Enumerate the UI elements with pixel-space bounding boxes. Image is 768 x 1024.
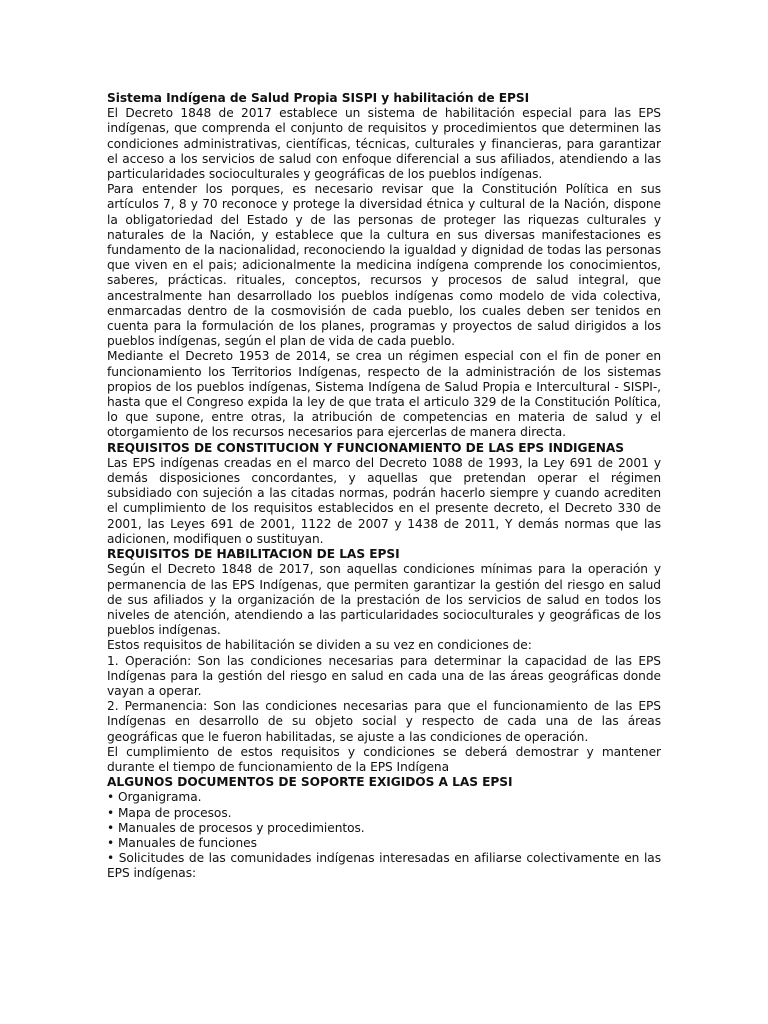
habilitacion-division: Estos requisitos de habilitación se dividen a su vez en condiciones de: <box>107 638 532 653</box>
list-item: • Manuales de procesos y procedimientos. <box>107 820 365 835</box>
document-title: Sistema Indígena de Salud Propia SISPI y habilitación de EPSI <box>107 91 530 105</box>
list-item: • Manuales de funciones <box>107 835 257 850</box>
section-heading-documentos: ALGUNOS DOCUMENTOS DE SOPORTE EXIGIDOS A LAS EPSI <box>107 775 513 790</box>
intro-paragraph-2: Para entender los porques, es necesario revisar que la Constitución Política en sus artículos 7, 8 y 70 reconoce y protege la diversidad étnica y cultural de la Nación, dispone la obligatoriedad del Estado y de las personas de proteger las riquezas culturales y naturales de la Nación, y establece que la cultura en sus diversas manifestaciones es fundamento de la nacionalidad, reconociendo la igualdad y dignidad de todas las personas que viven en el pais; adicionalmente la medicina indígena comprende los conocimientos, saberes, prácticas. rituales, conceptos, recursos y procesos de salud integral, que ancestralmente han desarrollado los pueblos indígenas como modelo de vida colectiva, enmarcadas dentro de la cosmovisión de cada pueblo, los cuales deben ser tenidos en cuenta para la formulación de los planes, programas y proyectos de salud dirigidos a los pueblos indígenas, según el plan de vida de cada pueblo. <box>107 182 661 349</box>
list-item: • Organigrama. <box>107 790 202 805</box>
intro-paragraph-1: El Decreto 1848 de 2017 establece un sistema de habilitación especial para las EPS indígenas, que comprenda el conjunto de requisitos y procedimientos que determinen las condiciones administrativas, científicas, técnicas, culturales y financieras, para garantizar el acceso a los servicios de salud con enfoque diferencial a sus afiliados, atendiendo a las particularidades socioculturales y geográficas de los pueblos indígenas. <box>107 106 661 182</box>
section-body-constitucion: Las EPS indígenas creadas en el marco del Decreto 1088 de 1993, la Ley 691 de 2001 y demás disposiciones concordantes, y aquellas que pretendan operar el régimen subsidiado con sujeción a las citadas normas, podrán hacerlo siempre y cuando acrediten el cumplimiento de los requisitos establecidos en el presente decreto, el Decreto 330 de 2001, las Leyes 691 de 2001, 1122 de 2007 y 1438 de 2011, Y demás normas que las adicionen, modifiquen o sustituyan. <box>107 455 661 546</box>
section-body-habilitacion: Según el Decreto 1848 de 2017, son aquellas condiciones mínimas para la operación y permanencia de las EPS Indígenas, que permiten garantizar la gestión del riesgo en salud de sus afiliados y la organización de la prestación de los servicios de salud en todos los niveles de atención, atendiendo a las particularidades socioculturales y geográficas de los pueblos indígenas. <box>107 562 661 638</box>
list-item: • Mapa de procesos. <box>107 805 232 820</box>
habilitacion-item-permanencia: 2. Permanencia: Son las condiciones necesarias para que el funcionamiento de las EPS Indígenas en desarrollo de su objeto social y respecto de cada una de las áreas geográficas que le fueron habilitadas, se ajuste a las condiciones de operación. <box>107 699 661 744</box>
document-body <box>107 91 661 882</box>
list-item: • Solicitudes de las comunidades indígenas interesadas en afiliarse colectivamente en las EPS indígenas: <box>107 851 661 881</box>
intro-paragraph-3: Mediante el Decreto 1953 de 2014, se crea un régimen especial con el fin de poner en funcionamiento los Territorios Indígenas, respecto de la administración de los sistemas propios de los pueblos indígenas, Sistema Indígena de Salud Propia e Intercultural - SISPI-, hasta que el Congreso expida la ley de que trata el articulo 329 de la Constitución Política, lo que supone, entre otras, la atribución de competencias en materia de salud y el otorgamiento de los recursos necesarios para ejercerlas de manera directa. <box>107 349 661 440</box>
section-heading-constitucion: REQUISITOS DE CONSTITUCION Y FUNCIONAMIENTO DE LAS EPS INDIGENAS <box>107 440 624 455</box>
habilitacion-item-operacion: 1. Operación: Son las condiciones necesarias para determinar la capacidad de las EPS Indígenas para la gestión del riesgo en salud en cada una de las áreas geográficas donde vayan a operar. <box>107 653 661 698</box>
documentos-list <box>107 790 661 881</box>
habilitacion-closing: El cumplimiento de estos requisitos y condiciones se deberá demostrar y mantener durante el tiempo de funcionamiento de la EPS Indígena <box>107 744 661 774</box>
section-heading-habilitacion: REQUISITOS DE HABILITACION DE LAS EPSI <box>107 547 400 562</box>
